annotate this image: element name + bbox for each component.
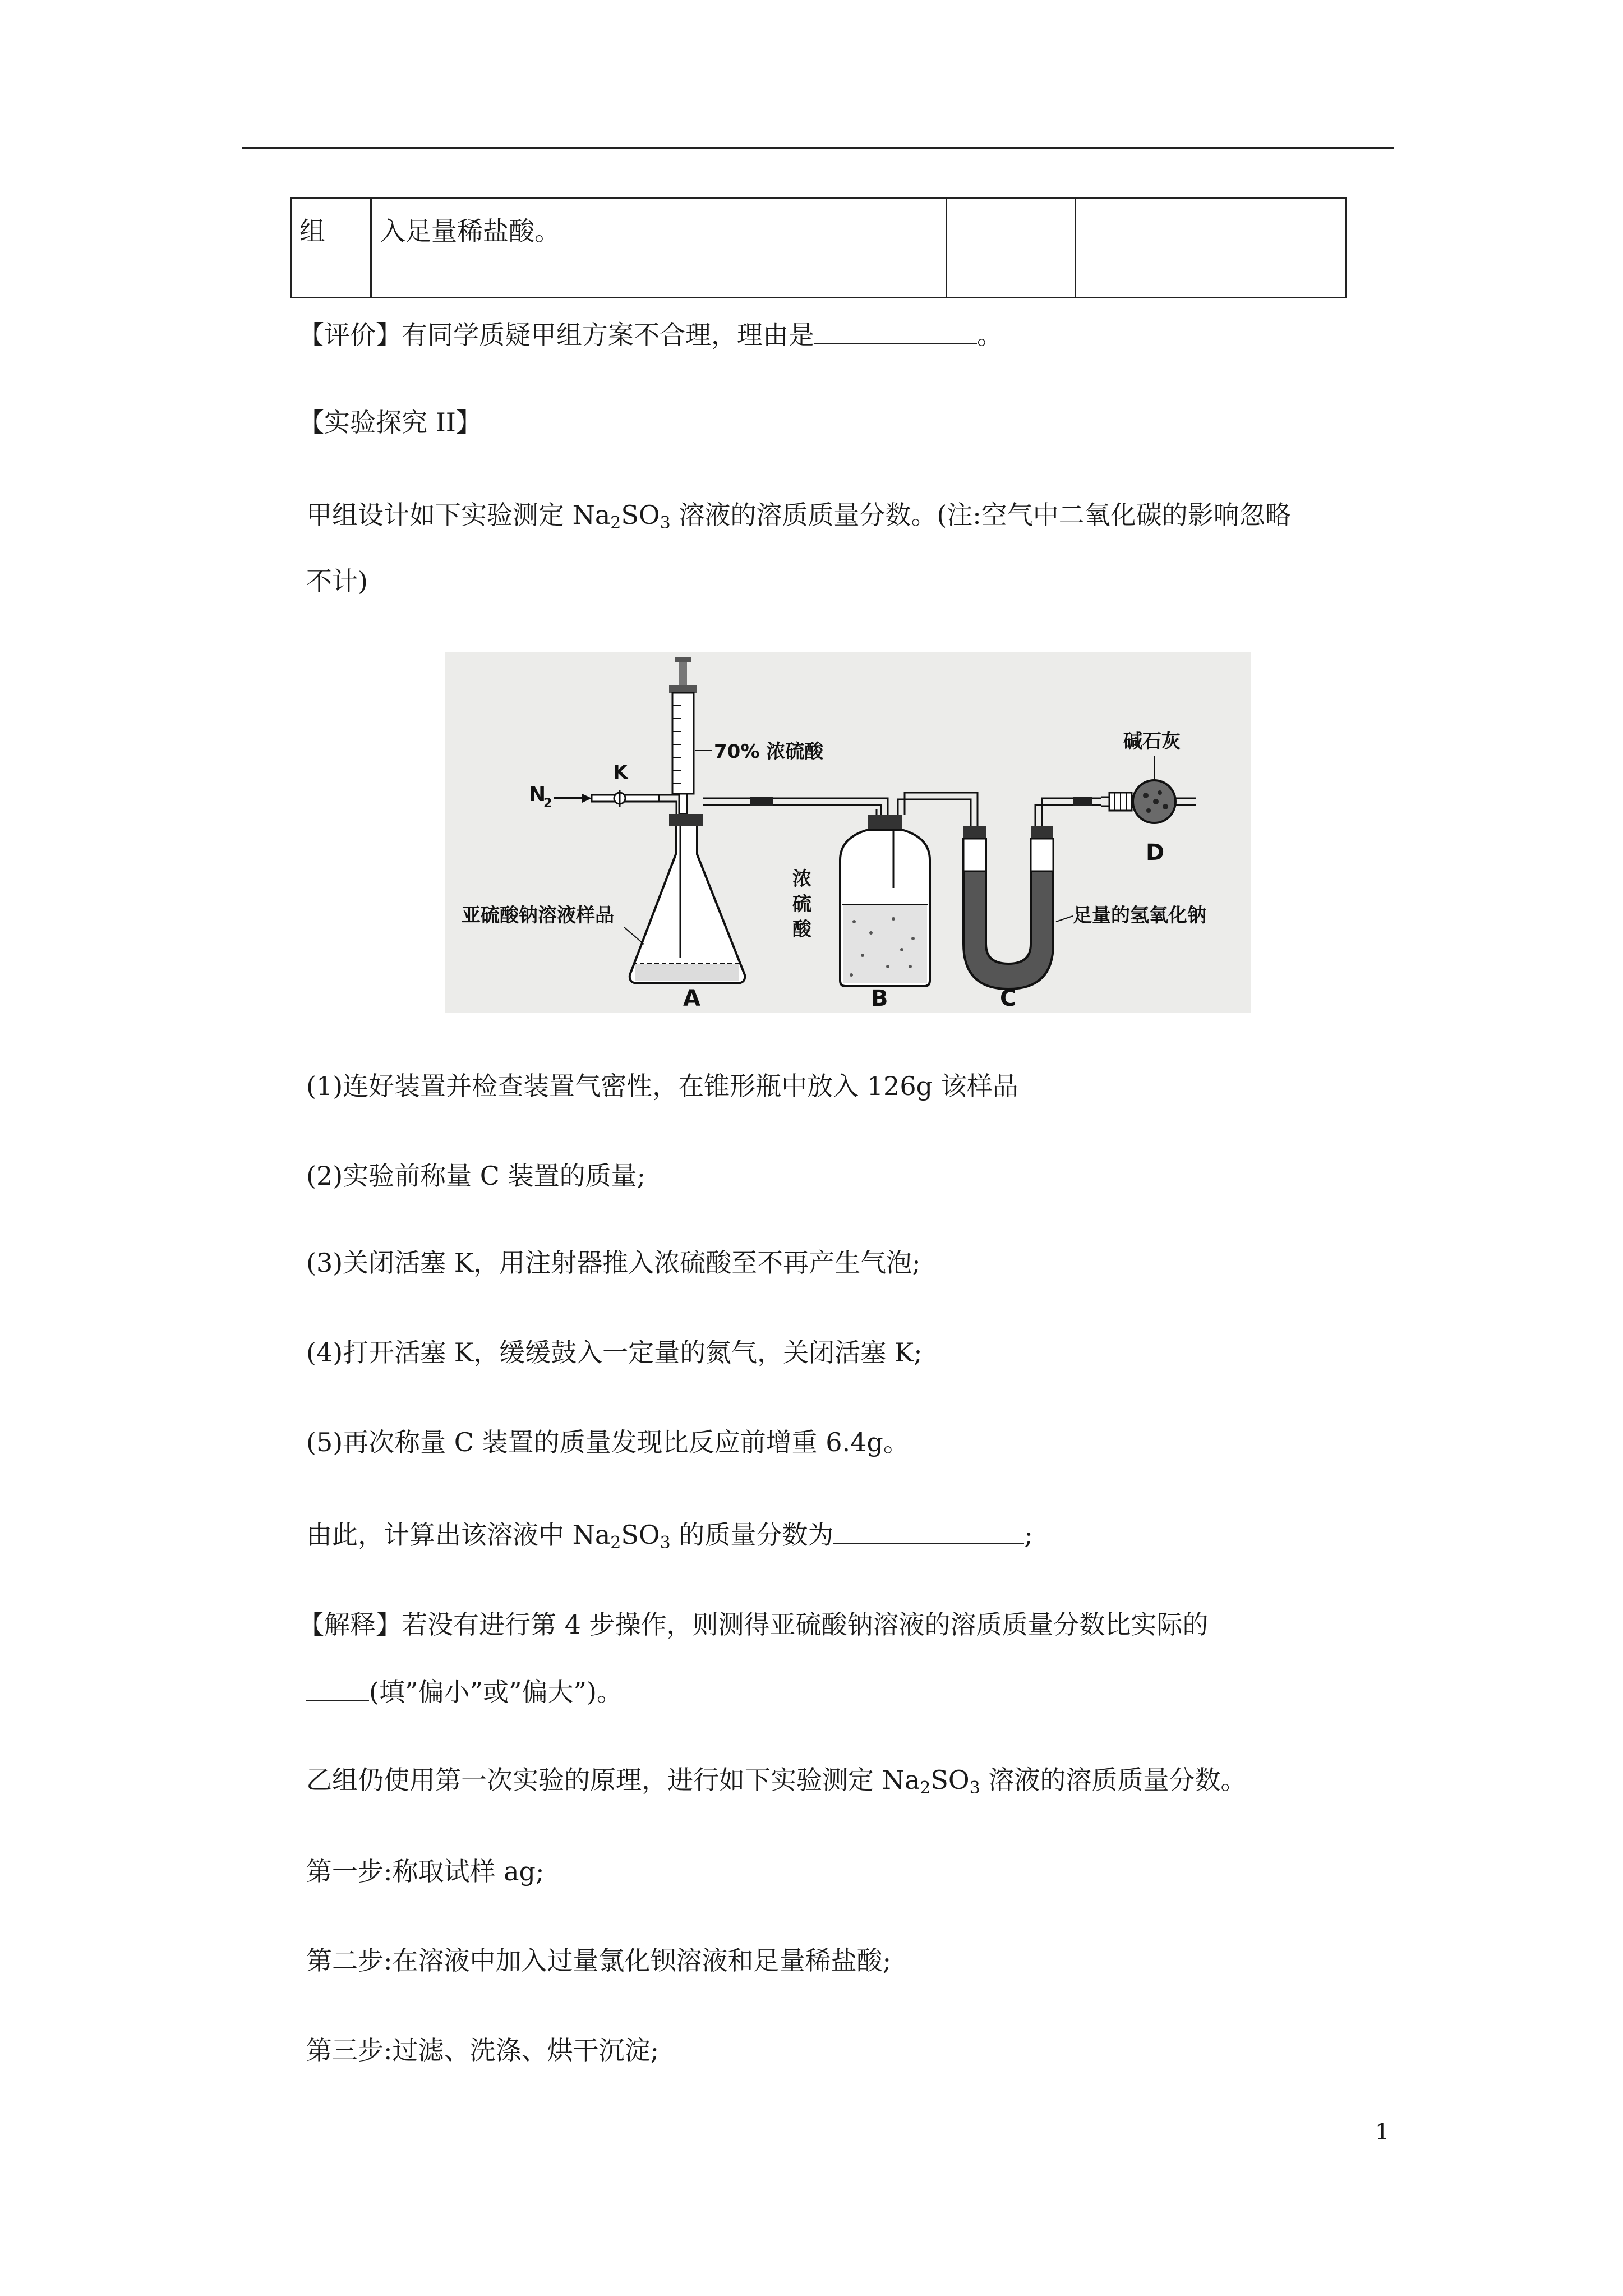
n2-arrowhead (582, 794, 592, 803)
subscript: 3 (660, 1533, 671, 1553)
calc-line (306, 1520, 1033, 1553)
bottle-stopper (868, 815, 902, 830)
step-1: (1)连好装置并检查装置气密性，在锥形瓶中放入 126g 该样品 (306, 1071, 1018, 1101)
calc-text: SO (621, 1520, 660, 1550)
intro-text: 甲组设计如下实验测定 Na (306, 500, 611, 530)
answer-blank[interactable] (814, 320, 977, 344)
group-b-intro (306, 1765, 1247, 1798)
subscript: 2 (610, 513, 621, 533)
group-b-text: 溶液的溶质质量分数。 (980, 1765, 1247, 1795)
valve-label: K (613, 761, 628, 784)
explain-line-1: 【解释】若没有进行第 4 步操作，则测得亚硫酸钠溶液的溶质质量分数比实际的 (298, 1609, 1209, 1640)
step-2: (2)实验前称量 C 装置的质量; (306, 1161, 646, 1191)
table-cell-empty (947, 199, 1076, 298)
group-b-text: 乙组仍使用第一次实验的原理，进行如下实验测定 Na (306, 1765, 920, 1795)
u-tube-stopper-right (1031, 826, 1053, 839)
explain-line-2 (306, 1677, 623, 1705)
sample-label: 亚硫酸钠溶液样品 (462, 904, 614, 927)
table-cell-method: 入足量稀盐酸。 (371, 199, 947, 298)
subscript: 2 (610, 1533, 621, 1553)
calc-end: ; (1024, 1520, 1033, 1550)
soda-lime-label: 碱石灰 (1123, 730, 1181, 753)
flask-a (630, 826, 745, 983)
label-b: B (871, 986, 888, 1011)
calc-text: 由此，计算出该溶液中 Na (306, 1520, 611, 1550)
intro-line-2: 不计) (306, 566, 368, 596)
group-b-step-3: 第三步:过滤、洗涤、烘干沉淀; (306, 2035, 659, 2065)
section-heading: 【实验探究 II】 (298, 407, 482, 438)
header-rule (242, 147, 1394, 149)
group-b-step-2: 第二步:在溶液中加入过量氯化钡溶液和足量稀盐酸; (306, 1945, 891, 1976)
subscript: 2 (920, 1778, 931, 1798)
table-cell-empty (1076, 199, 1347, 298)
table-row (291, 199, 1347, 298)
step-3: (3)关闭活塞 K，用注射器推入浓硫酸至不再产生气泡; (306, 1248, 921, 1278)
n2-subscript: 2 (543, 797, 552, 811)
b-label-1: 浓 (792, 868, 811, 890)
group-b-text: SO (930, 1765, 970, 1795)
naoh-label: 足量的氢氧化钠 (1073, 904, 1206, 927)
flask-stopper (669, 814, 703, 826)
explain-text: (填”偏小”或”偏大”)。 (369, 1677, 623, 1707)
step-4: (4)打开活塞 K，缓缓鼓入一定量的氮气，关闭活塞 K; (306, 1337, 923, 1368)
intro-text: SO (621, 500, 660, 530)
evaluation-line (298, 320, 1003, 348)
calc-text: 的质量分数为 (670, 1520, 834, 1550)
evaluation-text: 【评价】有同学质疑甲组方案不合理，理由是 (298, 320, 814, 350)
continued-table (290, 197, 1347, 298)
page-number: 1 (1375, 2119, 1390, 2145)
intro-line-1 (306, 500, 1291, 533)
answer-blank[interactable] (833, 1520, 1024, 1544)
step-5: (5)再次称量 C 装置的质量发现比反应前增重 6.4g。 (306, 1427, 909, 1457)
n2-label: N (529, 783, 546, 806)
evaluation-suffix: 。 (977, 320, 1003, 350)
apparatus-figure (445, 652, 1251, 1013)
u-tube-stopper-left (963, 826, 986, 839)
table-cell-group: 组 (291, 199, 371, 298)
b-label-3: 酸 (792, 918, 811, 941)
acid-label: 70% 浓硫酸 (714, 740, 824, 763)
answer-blank[interactable] (306, 1677, 369, 1701)
subscript: 3 (660, 513, 671, 533)
intro-text: 溶液的溶质质量分数。(注:空气中二氧化碳的影响忽略 (670, 500, 1291, 530)
subscript: 3 (969, 1778, 980, 1798)
group-b-step-1: 第一步:称取试样 ag; (306, 1856, 545, 1887)
label-c: C (1000, 986, 1017, 1011)
syringe-barrel (672, 693, 694, 794)
syringe-plunger (675, 657, 691, 662)
label-d: D (1146, 840, 1165, 866)
label-a: A (683, 986, 700, 1011)
b-label-2: 硫 (792, 893, 811, 915)
